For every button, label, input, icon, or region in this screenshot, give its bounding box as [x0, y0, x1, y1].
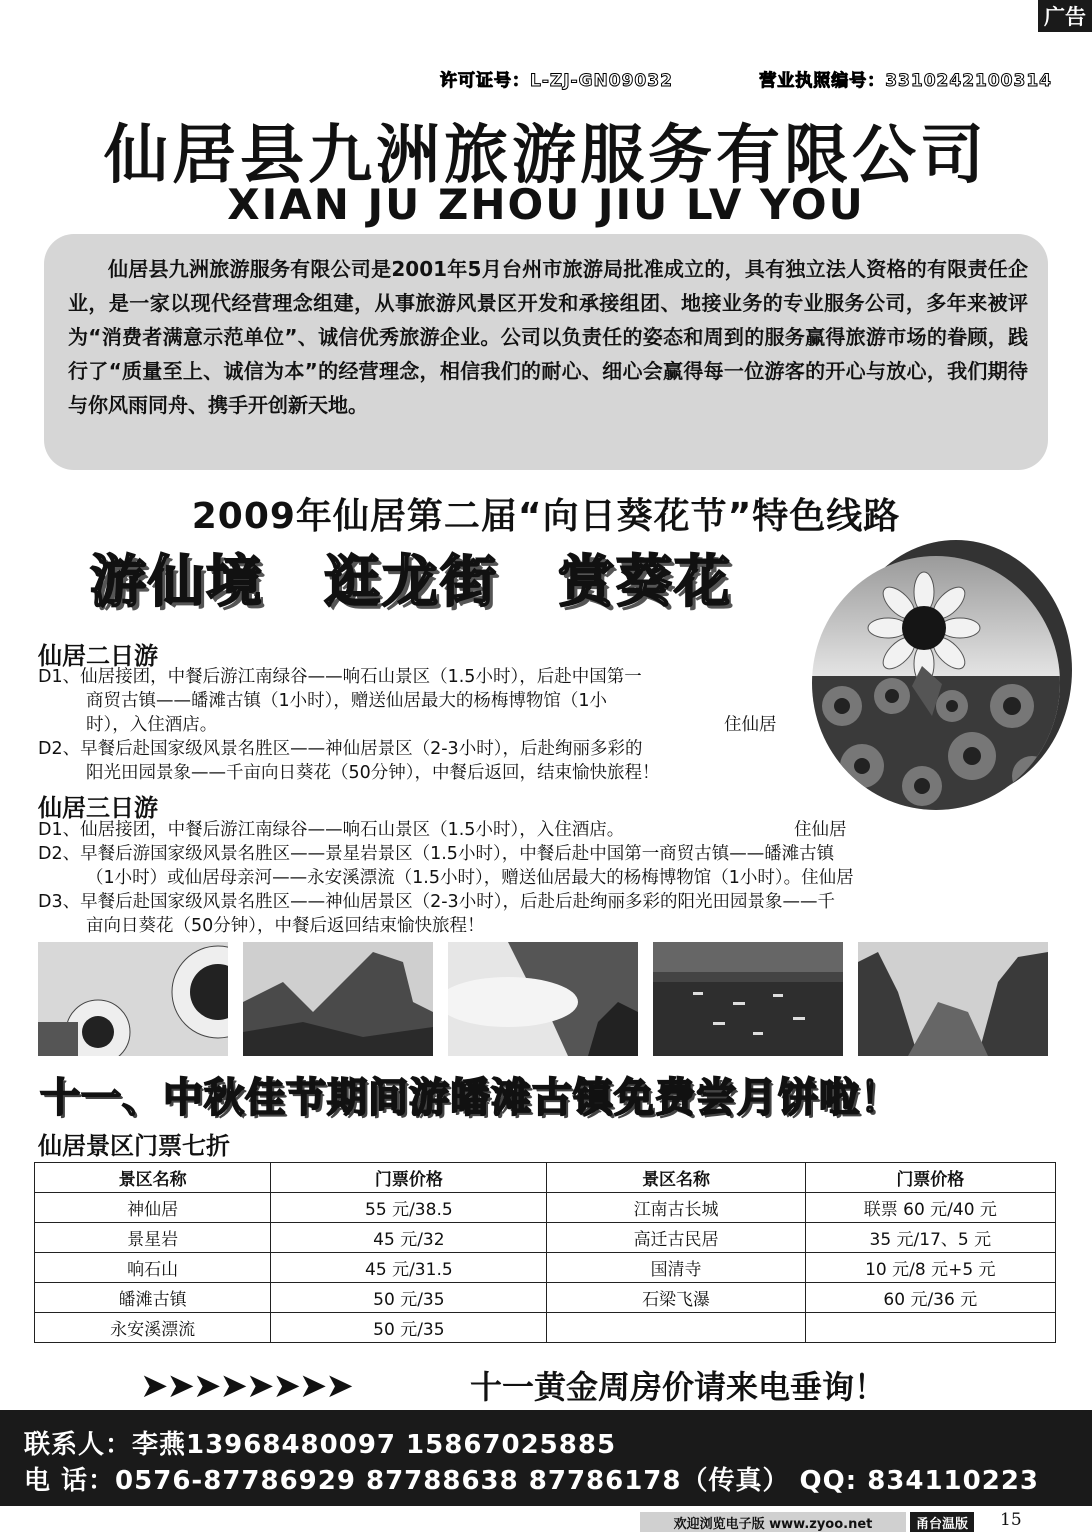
table-cell: 45 元/31.5: [271, 1253, 547, 1283]
tour-3day-line: D3、早餐后赴国家级风景名胜区——神仙居景区（2-3小时），后赴后赴绚丽多彩的阳光田园景象——千: [38, 892, 835, 912]
table-cell: 35 元/17、5 元: [805, 1223, 1055, 1253]
contact-person: 联系人：李燕13968480097 15867025885: [24, 1430, 617, 1460]
slogan-3: 赏葵花: [558, 550, 732, 615]
table-cell: 50 元/35: [271, 1283, 547, 1313]
table-row: [35, 1313, 1056, 1343]
table-cell: 永安溪漂流: [35, 1313, 271, 1343]
table-row: [35, 1193, 1056, 1223]
tour-2day-line: D1、仙居接团，中餐后游江南绿谷——响石山景区（1.5小时），后赴中国第一: [38, 667, 642, 687]
table-cell: 联票 60 元/40 元: [805, 1193, 1055, 1223]
tour-3day-line: D2、早餐后游国家级风景名胜区——景星岩景区（1.5小时），中餐后赴中国第一商贸古镇——皤滩古镇: [38, 844, 835, 864]
table-row: [35, 1223, 1056, 1253]
table-header: 门票价格: [805, 1163, 1055, 1193]
tour-2day-line: 时），入住酒店。: [86, 715, 218, 735]
table-cell: 45 元/32: [271, 1223, 547, 1253]
table-cell: 江南古长城: [547, 1193, 805, 1223]
tour-3day-line: 亩向日葵花（50分钟），中餐后返回结束愉快旅程！: [86, 916, 485, 936]
license-info: [440, 66, 1052, 91]
table-cell: 50 元/35: [271, 1313, 547, 1343]
tour-3day-line: D1、仙居接团，中餐后游江南绿谷——响石山景区（1.5小时），入住酒店。: [38, 820, 625, 840]
ticket-title: 仙居景区门票七折: [38, 1132, 230, 1160]
sunflower-photo: [812, 556, 1060, 810]
arrow-decoration-icon: ➤➤➤➤➤➤➤➤: [140, 1366, 352, 1406]
table-cell: 皤滩古镇: [35, 1283, 271, 1313]
table-cell: 神仙居: [35, 1193, 271, 1223]
table-cell: 10 元/8 元+5 元: [805, 1253, 1055, 1283]
table-cell: 高迁古民居: [547, 1223, 805, 1253]
mid-autumn-promo: 十一、中秋佳节期间游皤滩古镇免费尝月饼啦！: [40, 1075, 901, 1121]
slogan-2: 逛龙街: [324, 550, 498, 615]
photo-misty-mountain: [448, 942, 638, 1056]
tour-3day-line: （1小时）或仙居母亲河——永安溪漂流（1.5小时），赠送仙居最大的杨梅博物馆（1小时）。住仙居: [86, 868, 854, 888]
table-cell: 55 元/38.5: [271, 1193, 547, 1223]
footer-edition-badge: 甬台温版: [910, 1512, 974, 1532]
tour-title-3day: 仙居三日游: [38, 794, 158, 822]
permit-number: 许可证号：L-ZJ-GN09032: [440, 71, 673, 91]
ad-tag: 广告: [1038, 0, 1092, 32]
table-cell: [547, 1313, 805, 1343]
tour-2day-stay: 住仙居: [724, 715, 777, 735]
table-cell: 响石山: [35, 1253, 271, 1283]
table-header: 门票价格: [271, 1163, 547, 1193]
photo-river-rafting: [653, 942, 843, 1056]
slogans: [90, 538, 850, 618]
ticket-table: [34, 1162, 1056, 1343]
contact-phone: 电 话：0576-87786929 87788638 87786178（传真） QQ: 834110223: [24, 1466, 1040, 1496]
table-cell: 石梁飞瀑: [547, 1283, 805, 1313]
slogan-1: 游仙境: [90, 550, 264, 615]
page-number: 15: [1000, 1510, 1022, 1530]
photo-sunflowers: [38, 942, 228, 1056]
table-row: [35, 1283, 1056, 1313]
table-cell: 60 元/36 元: [805, 1283, 1055, 1313]
tour-2day-line: 阳光田园景象——千亩向日葵花（50分钟），中餐后返回，结束愉快旅程！: [86, 763, 660, 783]
photo-canyon: [858, 942, 1048, 1056]
company-title: 仙居县九洲旅游服务有限公司: [104, 119, 988, 193]
golden-week-notice: 十一黄金周房价请来电垂询！: [470, 1368, 887, 1406]
table-cell: [805, 1313, 1055, 1343]
tour-2day-line: D2、早餐后赴国家级风景名胜区——神仙居景区（2-3小时），后赴绚丽多彩的: [38, 739, 643, 759]
table-header: 景区名称: [547, 1163, 805, 1193]
table-header-row: [35, 1163, 1056, 1193]
company-pinyin: XIAN JU ZHOU JIU LV YOU: [227, 180, 865, 229]
tour-2day-line: 商贸古镇——皤滩古镇（1小时），赠送仙居最大的杨梅博物馆（1小: [86, 691, 608, 711]
intro-text: 仙居县九洲旅游服务有限公司是2001年5月台州市旅游局批准成立的，具有独立法人资格的有限责任企业，是一家以现代经营理念组建，从事旅游风景区开发和承接组团、地接业务的专业服务公司，多年来被评为“消费者满意示范单位”、诚信优秀旅游企业。公司以负责任的姿态和周到的服务赢得旅游市场的眷顾，践行了“质量至上、诚信为本”的经营理念，相信我们的耐心、细心会赢得每一位游客的开心与放心，我们期待与你风雨同舟、携手开创新天地。: [68, 257, 1028, 417]
table-cell: 景星岩: [35, 1223, 271, 1253]
festival-headline: 2009年仙居第二届“向日葵花节”特色线路: [191, 496, 901, 537]
table-row: [35, 1253, 1056, 1283]
footer-website: 欢迎浏览电子版 www.zyoo.net: [640, 1512, 906, 1532]
table-header: 景区名称: [35, 1163, 271, 1193]
tour-title-2day: 仙居二日游: [38, 642, 158, 670]
business-license-number: 营业执照编号：3310242100314: [759, 71, 1052, 91]
tour-3day-stay: 住仙居: [794, 820, 847, 840]
photo-cliff: [243, 942, 433, 1056]
table-cell: 国清寺: [547, 1253, 805, 1283]
